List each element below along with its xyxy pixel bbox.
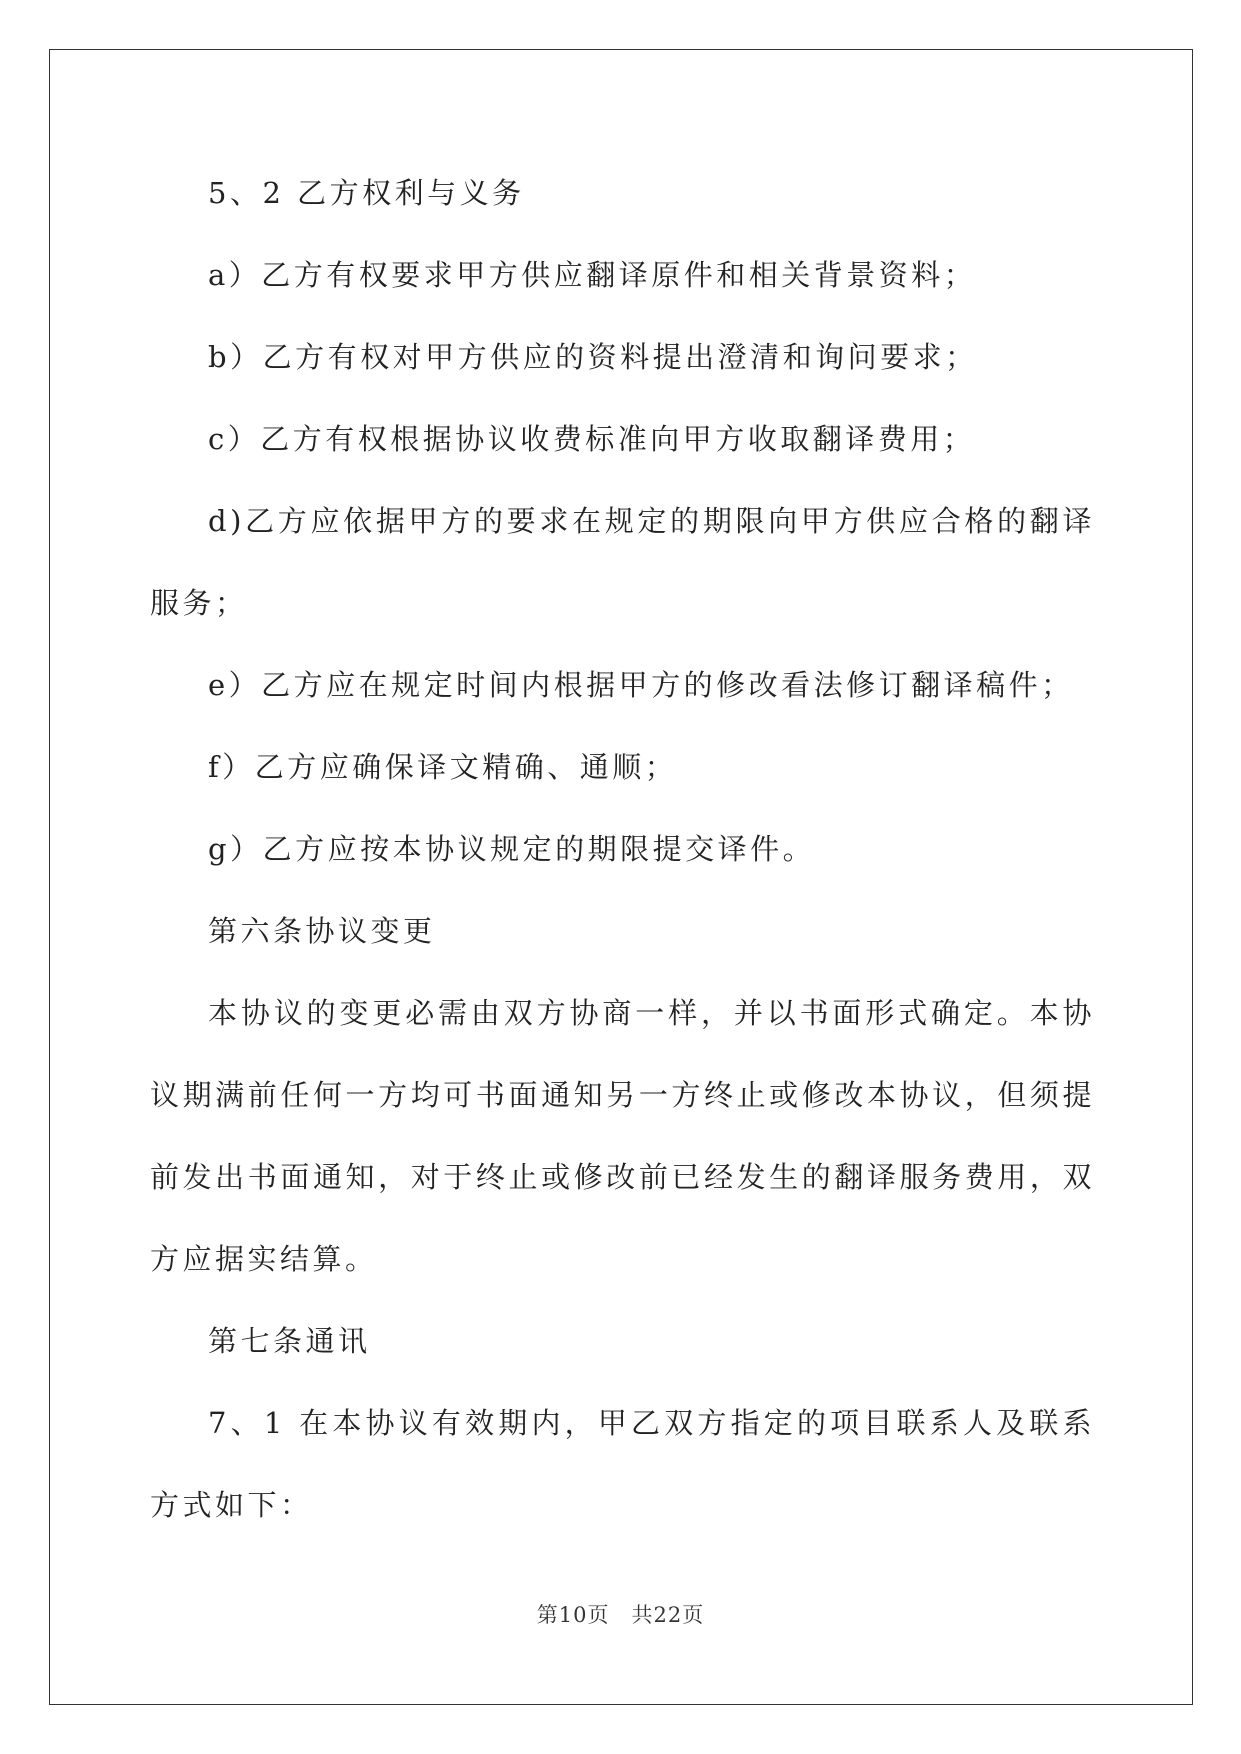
list-item-g: g）乙方应按本协议规定的期限提交译件。 bbox=[208, 832, 816, 866]
article-6-body: 本协议的变更必需由双方协商一样，并以书面形式确定。本协议期满前任何一方均可书面通知另一方终止或修改本协议，但须提前发出书面通知，对于终止或修改前已经发生的翻译服务费用，双方应据实结算。 bbox=[150, 996, 1095, 1276]
list-item-b: b）乙方有权对甲方供应的资料提出澄清和询问要求； bbox=[208, 340, 978, 374]
section-heading-5-2: 5、2 乙方权利与义务 bbox=[208, 176, 525, 210]
list-item-c: c）乙方有权根据协议收费标准向甲方收取翻译费用； bbox=[208, 422, 976, 456]
list-item-a: a）乙方有权要求甲方供应翻译原件和相关背景资料； bbox=[208, 258, 977, 292]
list-item-d: d)乙方应依据甲方的要求在规定的期限向甲方供应合格的翻译服务； bbox=[150, 504, 1095, 620]
document-body bbox=[150, 152, 1095, 1546]
page-number-footer: 第10页 共22页 bbox=[536, 1603, 705, 1627]
list-item-f: f）乙方应确保译文精确、通顺； bbox=[208, 750, 678, 784]
article-7-heading: 第七条通讯 bbox=[208, 1324, 371, 1358]
list-item-e: e）乙方应在规定时间内根据甲方的修改看法修订翻译稿件； bbox=[208, 668, 1074, 702]
clause-7-1: 7、1 在本协议有效期内，甲乙双方指定的项目联系人及联系方式如下： bbox=[150, 1406, 1095, 1522]
article-6-heading: 第六条协议变更 bbox=[208, 914, 436, 948]
